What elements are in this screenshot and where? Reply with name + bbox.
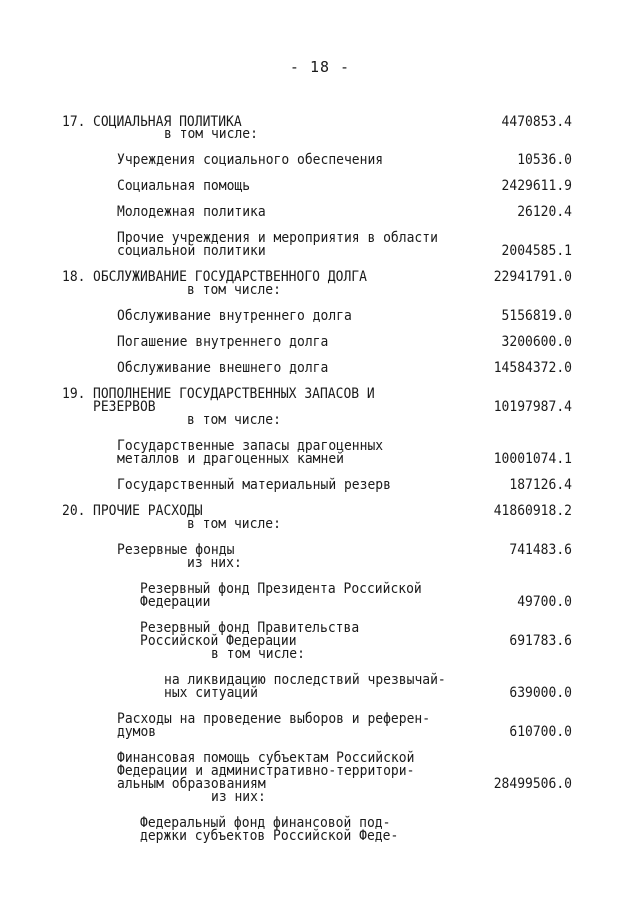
item-label: Прочие учреждения и мероприятия в области — [117, 229, 438, 247]
item-label: альным образованиям — [117, 775, 266, 793]
item-label: металлов и драгоценных камней — [117, 450, 344, 468]
item-label: Обслуживание внешнего долга — [117, 359, 329, 377]
amount: 26120.4 — [517, 203, 572, 221]
item-label: Федеральный фонд финансовой под- — [140, 814, 391, 832]
item-label: Резервный фонд Правительства — [140, 619, 360, 637]
subheading: в том числе: — [164, 125, 258, 143]
amount: 14584372.0 — [493, 359, 572, 377]
subheading: из них: — [187, 554, 242, 572]
amount: 10197987.4 — [493, 398, 572, 416]
item-label: на ликвидацию последствий чрезвычай- — [164, 671, 446, 689]
amount: 187126.4 — [509, 476, 572, 494]
section-title: РЕЗЕРВОВ — [93, 398, 156, 416]
amount: 10536.0 — [517, 151, 572, 169]
subheading: в том числе: — [187, 411, 281, 429]
section-title: ПОПОЛНЕНИЕ ГОСУДАРСТВЕННЫХ ЗАПАСОВ И — [93, 385, 375, 403]
amount: 22941791.0 — [493, 268, 572, 286]
item-label: ных ситуаций — [164, 684, 258, 702]
section-title: ПРОЧИЕ РАСХОДЫ — [93, 502, 203, 520]
amount: 10001074.1 — [493, 450, 572, 468]
amount: 639000.0 — [509, 684, 572, 702]
amount: 691783.6 — [509, 632, 572, 650]
item-label: Резервный фонд Президента Российской — [140, 580, 422, 598]
item-label: думов — [117, 723, 157, 741]
section-number: 20. — [62, 502, 86, 520]
item-label: Социальная помощь — [117, 177, 251, 195]
section-title: СОЦИАЛЬНАЯ ПОЛИТИКА — [93, 113, 242, 131]
section-title: ОБСЛУЖИВАНИЕ ГОСУДАРСТВЕННОГО ДОЛГА — [93, 268, 367, 286]
item-label: Расходы на проведение выборов и референ- — [117, 710, 431, 728]
item-label: Молодежная политика — [117, 203, 266, 221]
amount: 610700.0 — [509, 723, 572, 741]
amount: 2004585.1 — [501, 242, 572, 260]
amount: 2429611.9 — [501, 177, 572, 195]
item-label: Обслуживание внутреннего долга — [117, 307, 352, 325]
amount: 5156819.0 — [501, 307, 572, 325]
amount: 41860918.2 — [493, 502, 572, 520]
item-label: держки субъектов Российской Феде- — [140, 827, 399, 845]
subheading: из них: — [211, 788, 266, 806]
item-label: Резервные фонды — [117, 541, 235, 559]
item-label: Российской Федерации — [140, 632, 297, 650]
item-label: Федерации — [140, 593, 211, 611]
amount: 3200600.0 — [501, 333, 572, 351]
subheading: в том числе: — [211, 645, 305, 663]
item-label: социальной политики — [117, 242, 266, 260]
amount: 4470853.4 — [501, 113, 572, 131]
section-number: 19. — [62, 385, 86, 403]
amount: 741483.6 — [509, 541, 572, 559]
section-number: 18. — [62, 268, 86, 286]
item-label: Государственный материальный резерв — [117, 476, 391, 494]
amount: 49700.0 — [517, 593, 572, 611]
subheading: в том числе: — [187, 281, 281, 299]
item-label: Федерации и административно-территори- — [117, 762, 415, 780]
amount: 28499506.0 — [493, 775, 572, 793]
subheading: в том числе: — [187, 515, 281, 533]
section-number: 17. — [62, 113, 86, 131]
item-label: Учреждения социального обеспечения — [117, 151, 384, 169]
item-label: Государственные запасы драгоценных — [117, 437, 384, 455]
item-label: Погашение внутреннего долга — [117, 333, 329, 351]
item-label: Финансовая помощь субъектам Российской — [117, 749, 415, 767]
page-number: - 18 - — [289, 58, 351, 76]
